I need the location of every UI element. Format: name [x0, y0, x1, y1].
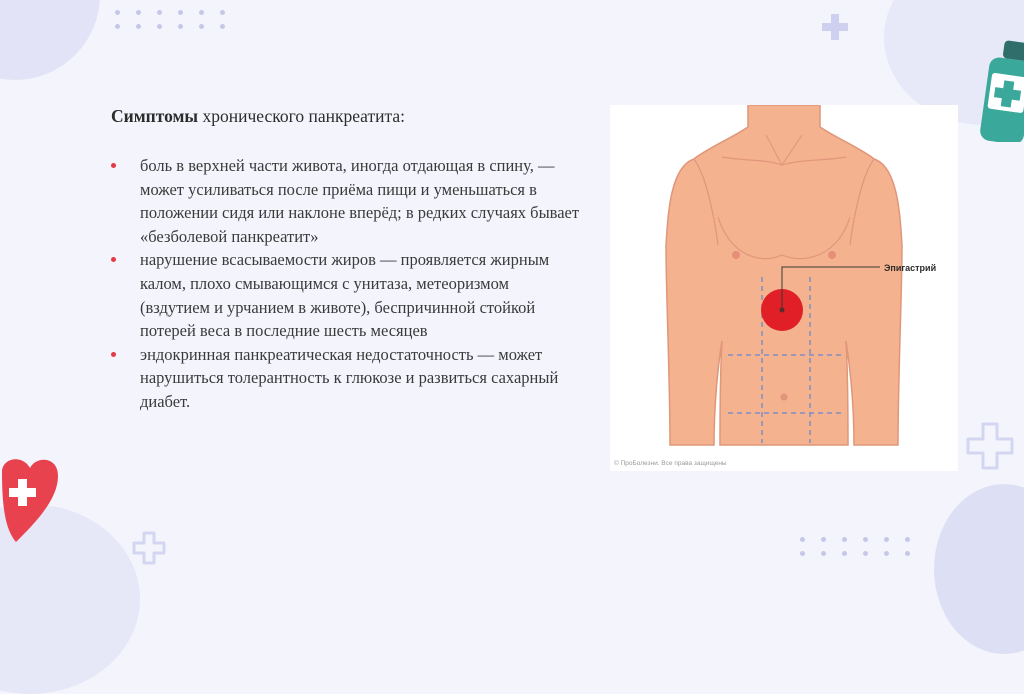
bullet-dot-icon [111, 163, 116, 168]
plus-icon-right [964, 420, 1016, 472]
plus-icon-top-right [820, 12, 850, 42]
decor-blob-top-left [0, 0, 100, 80]
list-item [111, 343, 581, 414]
title-rest: хронического панкреатита: [198, 106, 406, 126]
torso-illustration [610, 105, 958, 471]
dots-pattern-bottom [800, 537, 911, 556]
list-item [111, 248, 581, 342]
list-item [111, 154, 581, 248]
anatomy-figure [610, 105, 958, 471]
bullet-dot-icon [111, 352, 116, 357]
plus-icon-bottom-left [131, 530, 167, 566]
medicine-bottle-icon [976, 38, 1024, 142]
decor-blob-bottom-right [934, 484, 1024, 654]
bullet-dot-icon [111, 257, 116, 262]
title-bold-part: Симптомы [111, 106, 199, 126]
heart-plus-icon [0, 454, 64, 546]
dots-pattern-top [115, 10, 226, 29]
list-item-text: боль в верхней части живота, иногда отдающая в спину, — может усиливаться после приёма пищи и уменьшаться в положении сидя или наклоне вперёд; в редких случаях бывает «безболевой панкреатит» [140, 156, 580, 246]
list-item-text: нарушение всасываемости жиров — проявляется жирным калом, плохо смывающимся с унитаза, метеоризмом (вздутием и урчанием в животе), беспричинной стойкой потерей веса в последние шесть месяцев [140, 250, 550, 341]
list-item-text: эндокринная панкреатическая недостаточность — может нарушиться толерантность к глюкозе и развиться сахарный диабет. [140, 344, 559, 411]
copyright-text: © ПроБолезни. Все права защищены [614, 460, 727, 467]
callout-label: Эпигастрий [884, 263, 937, 273]
symptom-list [111, 154, 581, 414]
slide-title [111, 106, 405, 127]
